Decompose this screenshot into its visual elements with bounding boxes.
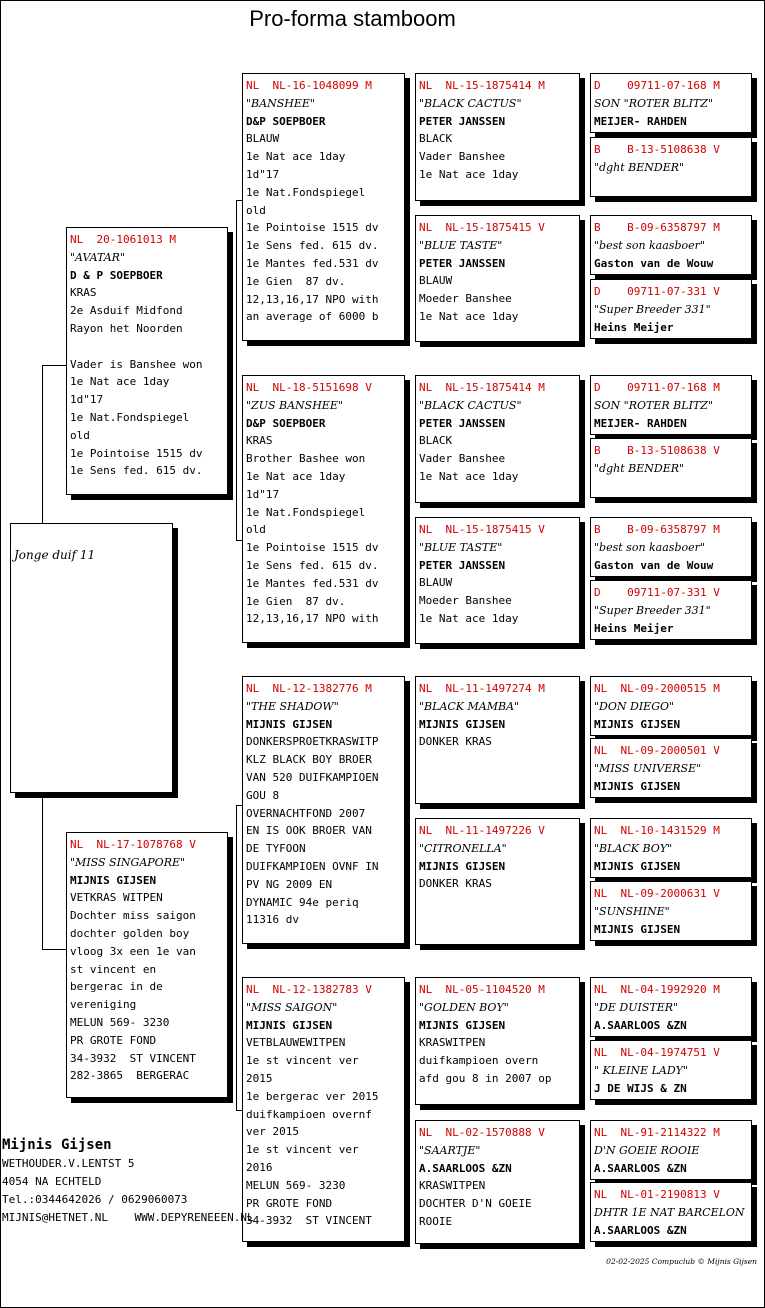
pigeon-detail-line: KLZ BLACK BOY BROER bbox=[246, 753, 372, 767]
pigeon-name: " KLEINE LADY" bbox=[594, 1063, 688, 1077]
ring-number: NL NL-04-1974751 V bbox=[594, 1046, 720, 1059]
pigeon-detail-line: 1e Nat ace 1day bbox=[246, 150, 346, 164]
pigeon-detail-line: an average of 6000 b bbox=[246, 310, 379, 324]
pigeon-detail-line: 1e Nat ace 1day bbox=[246, 469, 346, 483]
pigeon-detail-line: 1e Mantes fed.531 dv bbox=[246, 576, 379, 590]
pigeon-detail-line: 1e bergerac ver 2015 bbox=[246, 1089, 379, 1103]
footer-text: 02-02-2025 Compuclub © Mijnis Gijsen bbox=[606, 1257, 757, 1266]
pigeon-name: "SUNSHINE" bbox=[594, 904, 670, 918]
pigeon-detail-line: MELUN 569- 3230 bbox=[246, 1178, 346, 1192]
ring-number: NL NL-15-1875415 V bbox=[419, 221, 545, 234]
pigeon-card-gggen bbox=[590, 818, 752, 878]
pigeon-name: D'N GOEIE ROOIE bbox=[594, 1143, 700, 1157]
connector bbox=[42, 365, 68, 366]
pigeon-detail-line: 1e Pointoise 1515 dv bbox=[70, 446, 203, 460]
pigeon-detail-line: DONKER KRAS bbox=[419, 877, 492, 891]
pigeon-detail-line: DYNAMIC 94e periq bbox=[246, 895, 359, 909]
pigeon-detail-line: KRAS bbox=[70, 286, 97, 300]
breeder-phone: Tel.:0344642026 / 0629060073 bbox=[2, 1193, 188, 1206]
pigeon-detail-line: Moeder Banshee bbox=[419, 594, 512, 608]
pigeon-card-ggen bbox=[415, 977, 580, 1105]
pigeon-name: "best son kaasboer" bbox=[594, 238, 705, 252]
ring-number: NL NL-15-1875414 M bbox=[419, 79, 545, 92]
ring-number: NL NL-01-2190813 V bbox=[594, 1188, 720, 1201]
pigeon-name: "AVATAR" bbox=[70, 250, 126, 264]
pigeon-name: "BLACK BOY" bbox=[594, 841, 673, 855]
ring-number: NL 20-1061013 M bbox=[70, 233, 176, 246]
pigeon-detail-line: 1d"17 bbox=[70, 393, 104, 407]
pigeon-detail-line: 2e Asduif Midfond bbox=[70, 304, 183, 318]
pigeon-detail-line: Rayon het Noorden bbox=[70, 321, 183, 335]
pigeon-owner: MIJNIS GIJSEN bbox=[594, 922, 681, 936]
pigeon-detail-line: dochter golden boy bbox=[70, 926, 190, 940]
pigeon-owner: Gaston van de Wouw bbox=[594, 256, 714, 270]
ring-number: NL NL-12-1382783 V bbox=[246, 983, 372, 996]
pigeon-detail-line: vloog 3x een 1e van bbox=[70, 944, 196, 958]
pigeon-detail-line: 1e Nat.Fondspiegel bbox=[246, 505, 366, 519]
pigeon-card-mother bbox=[66, 832, 228, 1098]
pigeon-card-gggen bbox=[590, 215, 752, 275]
pigeon-name: "Super Breeder 331" bbox=[594, 603, 711, 617]
pigeon-detail-line: DONKER KRAS bbox=[419, 735, 492, 749]
pigeon-detail-line: 1e Nat ace 1day bbox=[419, 167, 519, 181]
pigeon-name: "BLACK CACTUS" bbox=[419, 398, 522, 412]
pigeon-owner: D&P SOEPBOER bbox=[246, 114, 326, 128]
pigeon-detail-line: Dochter miss saigon bbox=[70, 909, 196, 923]
subject-box bbox=[10, 523, 173, 793]
pigeon-owner: MIJNIS GIJSEN bbox=[419, 717, 506, 731]
pigeon-card-ggen bbox=[415, 1120, 580, 1244]
pigeon-detail-line: 1e Mantes fed.531 dv bbox=[246, 256, 379, 270]
pigeon-detail-line: 1e Nat.Fondspiegel bbox=[246, 185, 366, 199]
pigeon-owner: PETER JANSSEN bbox=[419, 114, 506, 128]
pigeon-name: "DE DUISTER" bbox=[594, 1000, 679, 1014]
pigeon-detail-line: 2016 bbox=[246, 1160, 273, 1174]
pigeon-detail-line: old bbox=[70, 428, 90, 442]
pigeon-name: "CITRONELLA" bbox=[419, 841, 507, 855]
pigeon-owner: MIJNIS GIJSEN bbox=[246, 1018, 333, 1032]
pigeon-name: "BANSHEE" bbox=[246, 96, 315, 110]
pigeon-detail-line: 1e Nat ace 1day bbox=[70, 375, 170, 389]
pigeon-detail-line: 1e Nat ace 1day bbox=[419, 469, 519, 483]
pigeon-detail-line: MELUN 569- 3230 bbox=[70, 1015, 170, 1029]
pigeon-detail-line: old bbox=[246, 203, 266, 217]
pigeon-detail-line: BLAUW bbox=[246, 132, 280, 146]
ring-number: B B-13-5108638 V bbox=[594, 444, 720, 457]
pigeon-card-gggen bbox=[590, 137, 752, 197]
pigeon-owner: MEIJER- RAHDEN bbox=[594, 114, 687, 128]
pigeon-name: "DON DIEGO" bbox=[594, 699, 675, 713]
breeder-contact: MIJNIS@HETNET.NL WWW.DEPYRENEEEN.NL bbox=[2, 1211, 254, 1224]
pigeon-detail-line: PR GROTE FOND bbox=[70, 1033, 157, 1047]
pigeon-detail-line: 1e Nat.Fondspiegel bbox=[70, 410, 190, 424]
ring-number: NL NL-10-1431529 M bbox=[594, 824, 720, 837]
pigeon-detail-line: PV NG 2009 EN bbox=[246, 877, 333, 891]
ring-number: NL NL-17-1078768 V bbox=[70, 838, 196, 851]
pigeon-detail-line: Moeder Banshee bbox=[419, 292, 512, 306]
pigeon-detail-line: DONKERSPROETKRASWITP bbox=[246, 735, 379, 749]
pigeon-owner: J DE WIJS & ZN bbox=[594, 1081, 687, 1095]
pigeon-detail-line: DUIFKAMPIOEN OVNF IN bbox=[246, 859, 379, 873]
pigeon-owner: MIJNIS GIJSEN bbox=[70, 873, 157, 887]
pigeon-name: "BLUE TASTE" bbox=[419, 238, 503, 252]
pigeon-card-gggen bbox=[590, 1182, 752, 1242]
pigeon-detail-line: VAN 520 DUIFKAMPIOEN bbox=[246, 770, 379, 784]
pigeon-detail-line: 1e Gien 87 dv. bbox=[246, 594, 346, 608]
pigeon-detail-line: BLAUW bbox=[419, 274, 453, 288]
pigeon-card-gggen bbox=[590, 676, 752, 736]
pigeon-owner: MIJNIS GIJSEN bbox=[419, 859, 506, 873]
pigeon-card-ggen bbox=[415, 215, 580, 342]
pigeon-name: "BLACK MAMBA" bbox=[419, 699, 520, 713]
pigeon-card-gggen bbox=[590, 580, 752, 640]
pigeon-card-gggen bbox=[590, 1040, 752, 1100]
pigeon-owner: MIJNIS GIJSEN bbox=[594, 717, 681, 731]
ring-number: NL NL-16-1048099 M bbox=[246, 79, 372, 92]
pigeon-name: SON "ROTER BLITZ" bbox=[594, 96, 713, 110]
pigeon-detail-line: GOU 8 bbox=[246, 788, 280, 802]
pigeon-detail-line: afd gou 8 in 2007 op bbox=[419, 1071, 552, 1085]
pigeon-detail-line: 1d"17 bbox=[246, 487, 280, 501]
ring-number: NL NL-11-1497274 M bbox=[419, 682, 545, 695]
ring-number: NL NL-12-1382776 M bbox=[246, 682, 372, 695]
pigeon-detail-line: DOCHTER D'N GOEIE bbox=[419, 1197, 532, 1211]
pigeon-card-gggen bbox=[590, 279, 752, 339]
breeder-address: WETHOUDER.V.LENTST 5 bbox=[2, 1157, 135, 1170]
ring-number: D 09711-07-168 M bbox=[594, 381, 720, 394]
pigeon-card-gggen bbox=[590, 881, 752, 941]
pigeon-detail-line: 12,13,16,17 NPO with bbox=[246, 292, 379, 306]
connector bbox=[42, 365, 43, 523]
pigeon-detail-line: EN IS OOK BROER VAN bbox=[246, 824, 372, 838]
pigeon-card-father-mother bbox=[242, 375, 405, 643]
pigeon-name: "BLACK CACTUS" bbox=[419, 96, 522, 110]
pigeon-detail-line: old bbox=[246, 523, 266, 537]
pigeon-detail-line: duifkampioen overnf bbox=[246, 1107, 372, 1121]
pigeon-detail-line: Brother Bashee won bbox=[246, 452, 366, 466]
pigeon-detail-line: OVERNACHTFOND 2007 bbox=[246, 806, 366, 820]
pigeon-detail-line: 1e Pointoise 1515 dv bbox=[246, 221, 379, 235]
pigeon-owner: MEIJER- RAHDEN bbox=[594, 416, 687, 430]
pigeon-owner: MIJNIS GIJSEN bbox=[246, 717, 333, 731]
pigeon-detail-line: 1e Sens fed. 615 dv. bbox=[70, 464, 203, 478]
pigeon-detail-line: duifkampioen overn bbox=[419, 1054, 539, 1068]
pigeon-name: "MISS SINGAPORE" bbox=[70, 855, 186, 869]
pigeon-card-gggen bbox=[590, 977, 752, 1037]
pigeon-name: "THE SHADOW" bbox=[246, 699, 339, 713]
pigeon-name: DHTR 1E NAT BARCELON bbox=[594, 1205, 745, 1219]
breeder-city: 4054 NA ECHTELD bbox=[2, 1175, 102, 1188]
pigeon-detail-line: VETBLAUWEWITPEN bbox=[246, 1036, 346, 1050]
pigeon-owner: A.SAARLOOS &ZN bbox=[594, 1161, 687, 1175]
pigeon-detail-line: st vincent en bbox=[70, 962, 157, 976]
pigeon-detail-line: Vader Banshee bbox=[419, 452, 506, 466]
pigeon-detail-line bbox=[70, 338, 224, 356]
connector bbox=[236, 200, 237, 540]
pigeon-detail-line: 1e st vincent ver bbox=[246, 1143, 359, 1157]
ring-number: NL NL-11-1497226 V bbox=[419, 824, 545, 837]
pigeon-card-father-father bbox=[242, 73, 405, 341]
pigeon-name: "dght BENDER" bbox=[594, 160, 685, 174]
pigeon-detail-line: 1e st vincent ver bbox=[246, 1054, 359, 1068]
pigeon-detail-line: 2015 bbox=[246, 1071, 273, 1085]
pigeon-detail-line: bergerac in de bbox=[70, 980, 163, 994]
pigeon-owner: Heins Meijer bbox=[594, 320, 674, 334]
ring-number: NL NL-91-2114322 M bbox=[594, 1126, 720, 1139]
pigeon-detail-line: 282-3865 BERGERAC bbox=[70, 1069, 190, 1083]
pigeon-card-gggen bbox=[590, 375, 752, 435]
pigeon-name: "MISS SAIGON" bbox=[246, 1000, 338, 1014]
pigeon-detail-line: BLACK bbox=[419, 434, 453, 448]
pigeon-detail-line: 1d"17 bbox=[246, 167, 280, 181]
pigeon-detail-line: KRAS bbox=[246, 434, 273, 448]
pigeon-owner: MIJNIS GIJSEN bbox=[594, 859, 681, 873]
pigeon-detail-line: Vader is Banshee won bbox=[70, 357, 203, 371]
ring-number: NL NL-02-1570888 V bbox=[419, 1126, 545, 1139]
pigeon-detail-line: 11316 dv bbox=[246, 913, 299, 927]
pigeon-detail-line: 34-3932 ST VINCENT bbox=[246, 1214, 372, 1228]
connector bbox=[236, 805, 237, 1110]
pigeon-detail-line: VETKRAS WITPEN bbox=[70, 891, 163, 905]
ring-number: NL NL-09-2000631 V bbox=[594, 887, 720, 900]
pigeon-detail-line: vereniging bbox=[70, 998, 137, 1012]
pigeon-name: SON "ROTER BLITZ" bbox=[594, 398, 713, 412]
ring-number: B B-09-6358797 M bbox=[594, 221, 720, 234]
subject-label: Jonge duif 11 bbox=[14, 548, 96, 562]
pigeon-card-gggen bbox=[590, 738, 752, 798]
pigeon-owner: D & P SOEPBOER bbox=[70, 268, 163, 282]
pigeon-detail-line: 1e Pointoise 1515 dv bbox=[246, 541, 379, 555]
pigeon-owner: Gaston van de Wouw bbox=[594, 558, 714, 572]
ring-number: B B-13-5108638 V bbox=[594, 143, 720, 156]
pigeon-card-mother-father bbox=[242, 676, 405, 944]
pigeon-owner: A.SAARLOOS &ZN bbox=[594, 1223, 687, 1237]
pigeon-card-ggen bbox=[415, 818, 580, 945]
ring-number: NL NL-15-1875415 V bbox=[419, 523, 545, 536]
pigeon-owner: MIJNIS GIJSEN bbox=[594, 779, 681, 793]
pigeon-card-ggen bbox=[415, 375, 580, 503]
pigeon-detail-line: 1e Sens fed. 615 dv. bbox=[246, 558, 379, 572]
pigeon-detail-line: Vader Banshee bbox=[419, 150, 506, 164]
pigeon-card-gggen bbox=[590, 438, 752, 498]
pigeon-card-gggen bbox=[590, 1120, 752, 1180]
ring-number: NL NL-18-5151698 V bbox=[246, 381, 372, 394]
pigeon-detail-line: 12,13,16,17 NPO with bbox=[246, 612, 379, 626]
pigeon-detail-line: BLAUW bbox=[419, 576, 453, 590]
pigeon-owner: A.SAARLOOS &ZN bbox=[594, 1018, 687, 1032]
pigeon-owner: PETER JANSSEN bbox=[419, 416, 506, 430]
pigeon-name: "BLUE TASTE" bbox=[419, 540, 503, 554]
pigeon-name: "SAARTJE" bbox=[419, 1143, 481, 1157]
pigeon-owner: PETER JANSSEN bbox=[419, 256, 506, 270]
page-title: Pro-forma stamboom bbox=[249, 6, 456, 31]
pigeon-detail-line: 1e Nat ace 1day bbox=[419, 309, 519, 323]
pigeon-detail-line: ROOIE bbox=[419, 1214, 453, 1228]
ring-number: NL NL-04-1992920 M bbox=[594, 983, 720, 996]
pigeon-detail-line: BLACK bbox=[419, 132, 453, 146]
ring-number: NL NL-09-2000515 M bbox=[594, 682, 720, 695]
ring-number: D 09711-07-331 V bbox=[594, 285, 720, 298]
pigeon-detail-line: ver 2015 bbox=[246, 1125, 299, 1139]
pigeon-card-gggen bbox=[590, 517, 752, 577]
pigeon-card-father bbox=[66, 227, 228, 495]
pigeon-name: "dght BENDER" bbox=[594, 461, 685, 475]
pigeon-detail-line: DE TYFOON bbox=[246, 842, 306, 856]
pigeon-name: "GOLDEN BOY" bbox=[419, 1000, 509, 1014]
pigeon-detail-line: 34-3932 ST VINCENT bbox=[70, 1051, 196, 1065]
ring-number: NL NL-15-1875414 M bbox=[419, 381, 545, 394]
pigeon-name: "best son kaasboer" bbox=[594, 540, 705, 554]
connector bbox=[42, 949, 68, 950]
pigeon-detail-line: KRASWITPEN bbox=[419, 1179, 486, 1193]
pigeon-card-gggen bbox=[590, 73, 752, 133]
pigeon-detail-line: 1e Nat ace 1day bbox=[419, 611, 519, 625]
ring-number: D 09711-07-168 M bbox=[594, 79, 720, 92]
pigeon-owner: PETER JANSSEN bbox=[419, 558, 506, 572]
pigeon-detail-line: KRASWITPEN bbox=[419, 1036, 486, 1050]
ring-number: D 09711-07-331 V bbox=[594, 586, 720, 599]
pigeon-name: "ZUS BANSHEE" bbox=[246, 398, 343, 412]
pigeon-card-ggen bbox=[415, 676, 580, 804]
pigeon-owner: Heins Meijer bbox=[594, 621, 674, 635]
pigeon-detail-line: PR GROTE FOND bbox=[246, 1196, 333, 1210]
connector bbox=[42, 793, 43, 949]
pigeon-card-ggen bbox=[415, 517, 580, 644]
pigeon-detail-line: 1e Gien 87 dv. bbox=[246, 274, 346, 288]
ring-number: B B-09-6358797 M bbox=[594, 523, 720, 536]
pigeon-owner: A.SAARLOOS &ZN bbox=[419, 1161, 512, 1175]
ring-number: NL NL-09-2000501 V bbox=[594, 744, 720, 757]
pigeon-name: "Super Breeder 331" bbox=[594, 302, 711, 316]
pigeon-detail-line: 1e Sens fed. 615 dv. bbox=[246, 239, 379, 253]
pigeon-card-ggen bbox=[415, 73, 580, 201]
ring-number: NL NL-05-1104520 M bbox=[419, 983, 545, 996]
pigeon-card-mother-mother bbox=[242, 977, 405, 1242]
breeder-info bbox=[2, 1135, 254, 1227]
pigeon-name: "MISS UNIVERSE" bbox=[594, 761, 702, 775]
pigeon-owner: MIJNIS GIJSEN bbox=[419, 1018, 506, 1032]
breeder-name: Mijnis Gijsen bbox=[2, 1137, 112, 1153]
pigeon-owner: D&P SOEPBOER bbox=[246, 416, 326, 430]
